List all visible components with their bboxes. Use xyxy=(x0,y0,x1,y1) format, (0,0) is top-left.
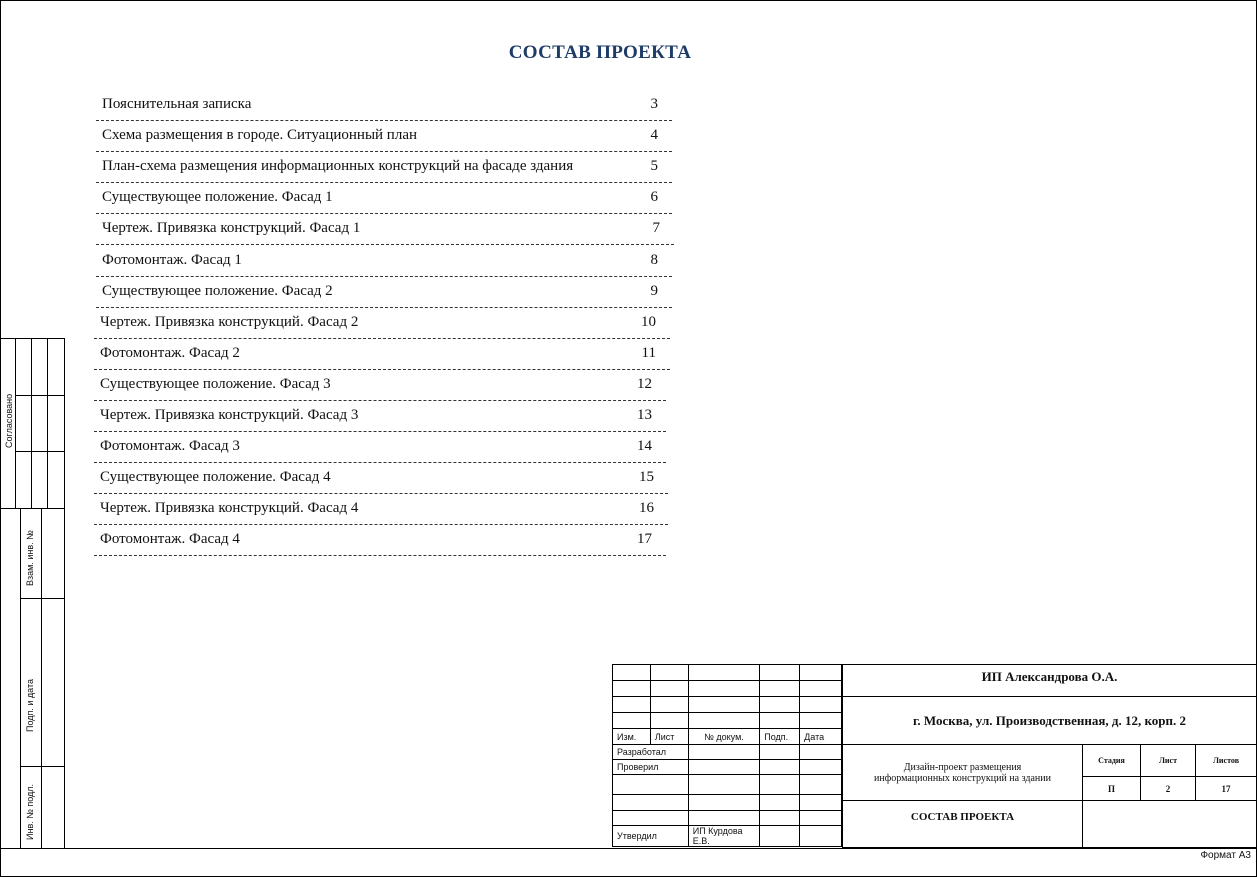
frame-line xyxy=(64,338,65,848)
stamp-stage-label: Стадия xyxy=(1082,744,1141,777)
toc-label: Пояснительная записка xyxy=(102,96,252,112)
toc-label: Чертеж. Привязка конструкций. Фасад 1 xyxy=(102,220,361,237)
stamp-header-list: Лист xyxy=(650,729,688,745)
toc-label: Чертеж. Привязка конструкций. Фасад 3 xyxy=(100,407,359,423)
side-label-replace-inv: Взам. инв. № xyxy=(25,530,35,586)
stamp-header-date: Дата xyxy=(800,729,842,745)
stamp-approved: Утвердил xyxy=(613,826,689,847)
frame-line xyxy=(41,508,42,848)
toc-row xyxy=(96,283,672,308)
toc-page-number: 4 xyxy=(650,127,658,144)
frame-line xyxy=(15,395,64,396)
toc-page-number: 9 xyxy=(650,282,658,299)
toc-row xyxy=(94,438,666,463)
stamp-sheets: 17 xyxy=(1195,776,1257,801)
toc-page-number: 16 xyxy=(639,500,654,517)
stamp-grid xyxy=(612,664,842,847)
toc-label: Фотомонтаж. Фасад 1 xyxy=(102,251,242,268)
toc-page-number: 14 xyxy=(637,438,652,455)
toc-label: Существующее положение. Фасад 1 xyxy=(102,189,333,206)
stamp-header-doc: № докум. xyxy=(688,729,760,745)
stamp-sheet: 2 xyxy=(1140,776,1196,801)
toc-row xyxy=(96,189,672,214)
toc-page-number: 6 xyxy=(650,189,658,206)
toc-label: Чертеж. Привязка конструкций. Фасад 4 xyxy=(100,500,359,517)
frame-line xyxy=(31,338,32,508)
stamp-checked: Проверил xyxy=(613,760,689,775)
toc-page-number: 12 xyxy=(637,375,652,392)
toc-row xyxy=(96,127,672,152)
toc-page-number: 10 xyxy=(641,313,656,330)
toc-row xyxy=(96,158,672,183)
toc-page-number: 13 xyxy=(637,407,652,423)
toc-page-number: 3 xyxy=(650,96,658,112)
stamp-header-sign: Подп. xyxy=(760,729,800,745)
stamp-company: ИП Александрова О.А. xyxy=(842,664,1257,697)
toc-label: Существующее положение. Фасад 3 xyxy=(100,375,331,392)
format-label: Формат А3 xyxy=(1200,850,1251,861)
frame-line xyxy=(20,766,64,767)
toc-row xyxy=(94,531,666,556)
toc-page-number: 8 xyxy=(650,251,658,268)
toc-row xyxy=(96,220,674,245)
stamp-empty-cell xyxy=(1082,800,1257,848)
stamp-project xyxy=(842,744,1083,801)
stamp-developed: Разработал xyxy=(613,745,689,760)
toc-page-number: 15 xyxy=(639,469,654,486)
toc-row xyxy=(94,500,668,525)
toc-page-number: 17 xyxy=(637,531,652,548)
toc-page-number: 7 xyxy=(652,220,660,237)
toc-row xyxy=(96,252,672,277)
stamp-stage: П xyxy=(1082,776,1141,801)
stamp-doc-title: СОСТАВ ПРОЕКТА xyxy=(842,800,1083,848)
toc-label: Существующее положение. Фасад 2 xyxy=(102,282,333,299)
side-label-inv-orig: Инв. № подл. xyxy=(25,783,35,840)
frame-line xyxy=(0,508,64,509)
toc-row xyxy=(94,469,668,494)
toc-row xyxy=(96,96,672,121)
stamp-sheets-label: Листов xyxy=(1195,744,1257,777)
toc-page-number: 11 xyxy=(641,344,656,361)
toc-label: Существующее положение. Фасад 4 xyxy=(100,469,331,486)
stamp-address: г. Москва, ул. Производственная, д. 12, корп. 2 xyxy=(842,696,1257,745)
stamp-approved-by: ИП Курдова Е.В. xyxy=(688,826,760,847)
page-title: СОСТАВ ПРОЕКТА xyxy=(508,42,692,63)
toc-label: Фотомонтаж. Фасад 3 xyxy=(100,438,240,455)
stamp-project-line2: информационных конструкций на здании xyxy=(874,772,1051,784)
side-label-agreed: Согласовано xyxy=(4,393,14,448)
stamp-header-izm: Изм. xyxy=(613,729,651,745)
frame-line xyxy=(15,338,16,508)
frame-line xyxy=(20,598,64,599)
toc-label: План-схема размещения информационных конструкций на фасаде здания xyxy=(102,158,574,175)
stamp-sheet-label: Лист xyxy=(1140,744,1196,777)
toc-row xyxy=(94,376,666,401)
frame-line xyxy=(15,451,64,452)
toc-row xyxy=(94,407,666,432)
frame-line xyxy=(47,338,48,508)
side-label-sign-date: Подп. и дата xyxy=(25,678,35,732)
toc-label: Схема размещения в городе. Ситуационный план xyxy=(102,127,417,144)
toc-label: Чертеж. Привязка конструкций. Фасад 2 xyxy=(100,313,359,330)
frame-line xyxy=(0,848,1257,849)
toc-page-number: 5 xyxy=(650,158,658,175)
toc-row xyxy=(94,314,670,339)
frame-line xyxy=(0,338,64,339)
toc-label: Фотомонтаж. Фасад 4 xyxy=(100,531,240,548)
toc-row xyxy=(94,345,670,370)
frame-line xyxy=(20,508,21,848)
toc-label: Фотомонтаж. Фасад 2 xyxy=(100,344,240,361)
stamp-project-line1: Дизайн-проект размещения xyxy=(903,761,1022,773)
